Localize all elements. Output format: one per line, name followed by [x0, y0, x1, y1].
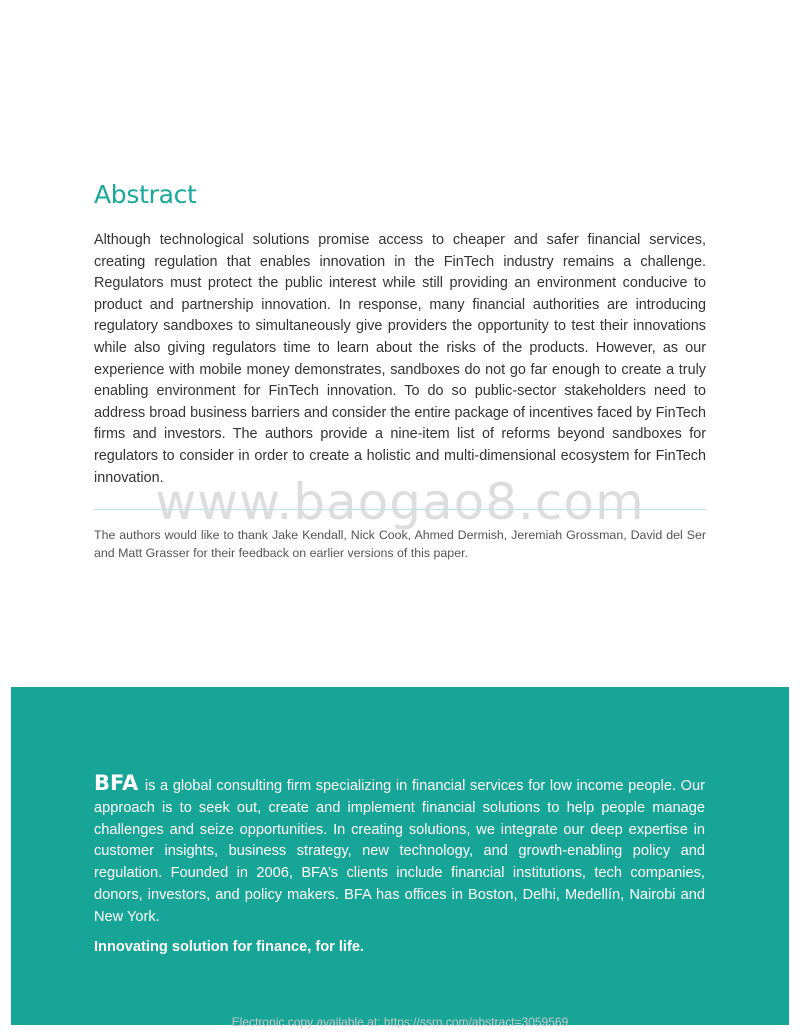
abstract-title: Abstract [94, 180, 197, 209]
bfa-description [94, 773, 705, 929]
footer-ssrn-note: Electronic copy available at: https://ssrn.com/abstract=3059569 [231, 1015, 569, 1029]
abstract-section [94, 178, 706, 489]
section-divider [94, 509, 706, 510]
bfa-name: BFA [94, 771, 139, 795]
watermark: www.baogao8.com [155, 473, 645, 531]
bfa-tagline: Innovating solution for finance, for life. [94, 939, 364, 955]
abstract-body: Although technological solutions promise access to cheaper and safer financial services, creating regulation that enables innovation in the FinTech industry remains a challenge. Regulators must protect the public interest while still providing an environment conducive to product and partnership innovation. In response, many financial authorities are introducing regulatory sandboxes to simultaneously give providers the opportunity to test their innovations while also giving regulators time to learn about the risks of the products. However, as our experience with mobile money demonstrates, sandboxes do not go far enough to create a truly enabling environment for FinTech innovation. To do so public-sector stakeholders need to address broad business barriers and consider the entire package of incentives faced by FinTech firms and investors. The authors provide a nine-item list of reforms beyond sandboxes for regulators to consider in order to create a holistic and multi-dimensional ecosystem for FinTech innovation. [94, 232, 706, 486]
acknowledgement-text: The authors would like to thank Jake Kendall, Nick Cook, Ahmed Dermish, Jeremiah Grossman, David del Ser and Matt Grasser for their feedback on earlier versions of this paper. [94, 528, 706, 560]
bfa-description-text: is a global consulting firm specializing in financial services for low income people. Our approach is to seek out, create and implement financial solutions to help people manage challenges and seize opportunities. In creating solutions, we integrate our deep expertise in customer insights, business strategy, new technology, and growth-enabling policy and regulation. Founded in 2006, BFA’s clients include financial institutions, tech companies, donors, investors, and policy makers. BFA has offices in Boston, Delhi, Medellín, Nairobi and New York. [94, 778, 705, 925]
bfa-info-panel [11, 687, 789, 1025]
